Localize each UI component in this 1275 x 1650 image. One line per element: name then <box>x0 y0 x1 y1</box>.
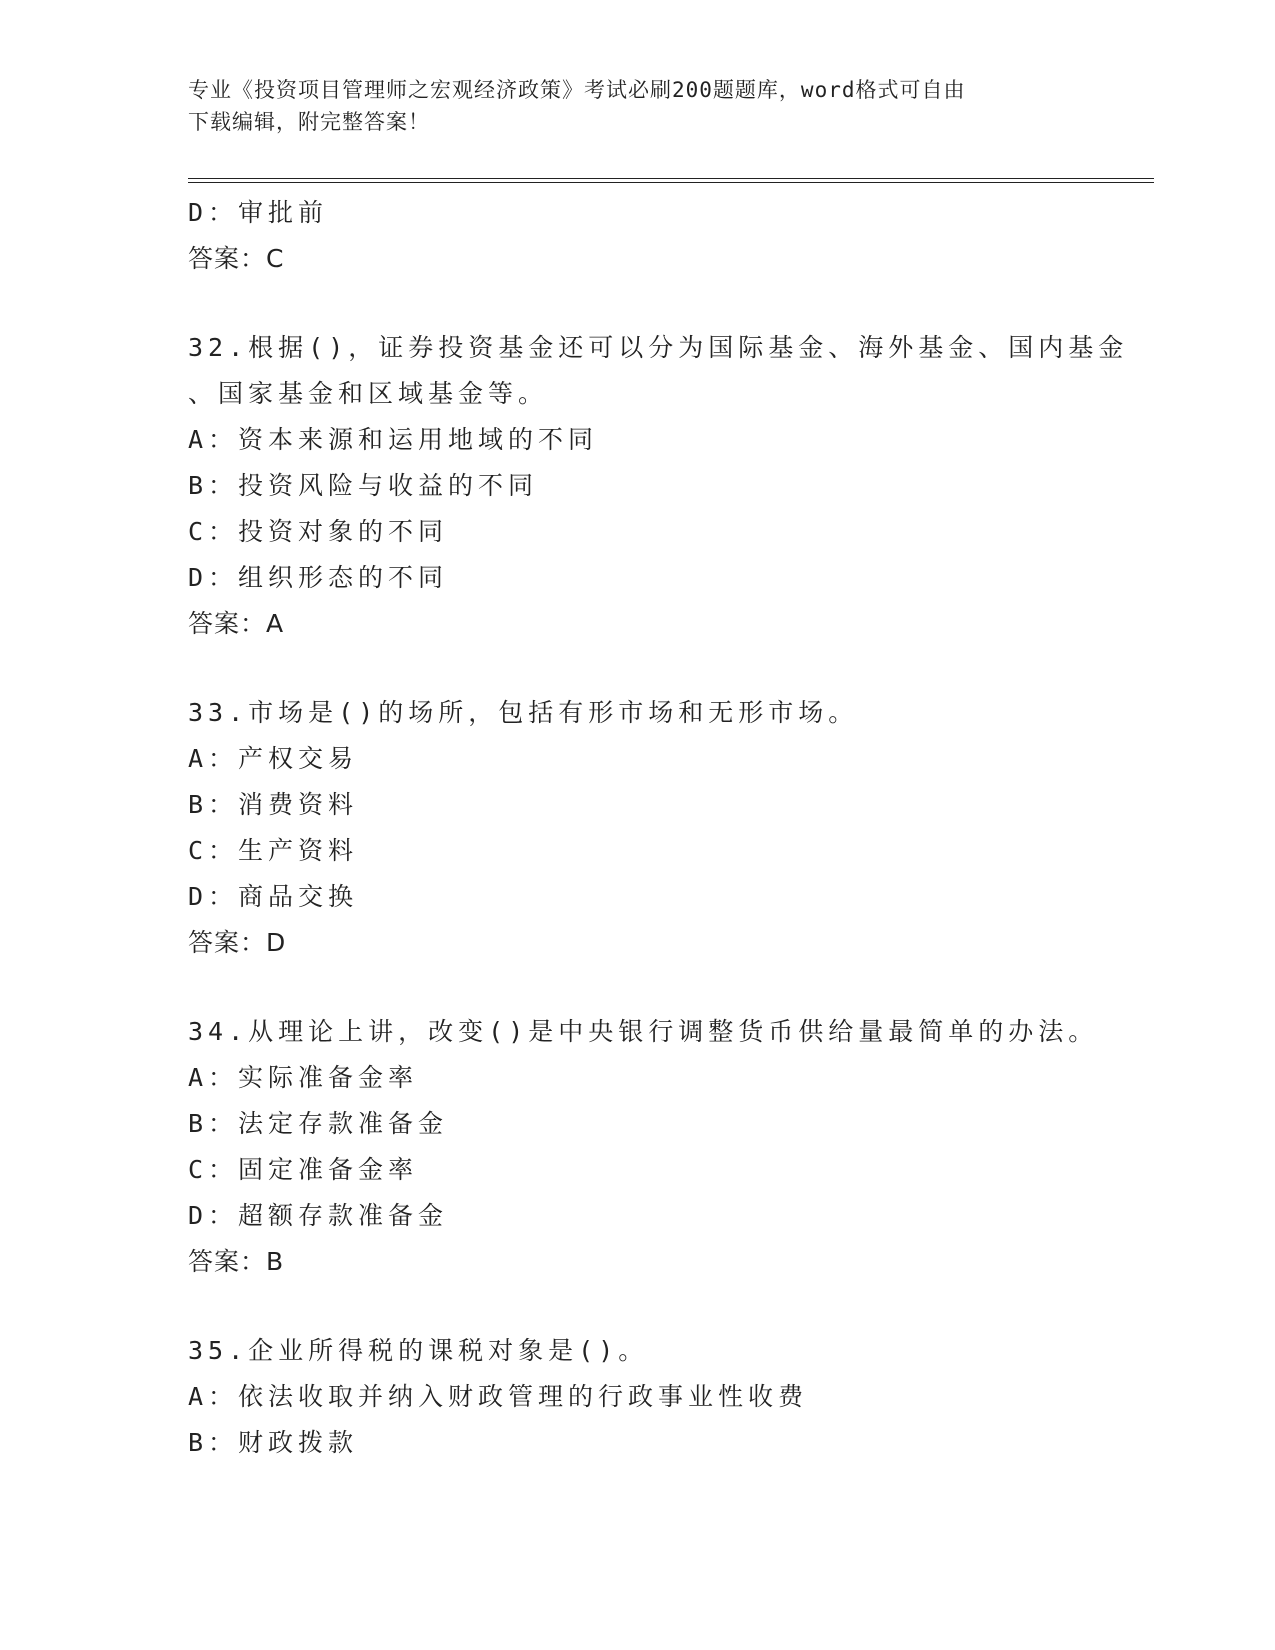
answer-previous: 答案：C <box>188 244 285 273</box>
option-d: D：商品交换 <box>188 882 359 911</box>
question-stem: 32.根据()，证券投资基金还可以分为国际基金、海外基金、国内基金 <box>188 333 1129 362</box>
option-a: A：实际准备金率 <box>188 1063 419 1092</box>
question-35 <box>188 1328 1148 1466</box>
question-34 <box>188 1009 1148 1285</box>
header-line-1: 专业《投资项目管理师之宏观经济政策》考试必刷200题题库，word格式可自由 <box>188 78 966 102</box>
option-b: B：法定存款准备金 <box>188 1109 449 1138</box>
question-stem: 35.企业所得税的课税对象是()。 <box>188 1336 649 1365</box>
option-c: C：固定准备金率 <box>188 1155 419 1184</box>
option-c: C：投资对象的不同 <box>188 517 449 546</box>
option-d-previous: D：审批前 <box>188 198 329 227</box>
option-d: D：超额存款准备金 <box>188 1201 449 1230</box>
option-d: D：组织形态的不同 <box>188 563 449 592</box>
option-b: B：投资风险与收益的不同 <box>188 471 539 500</box>
option-b: B：消费资料 <box>188 790 359 819</box>
question-33 <box>188 690 1148 966</box>
question-stem: 34.从理论上讲，改变()是中央银行调整货币供给量最简单的办法。 <box>188 1017 1099 1046</box>
option-a: A：依法收取并纳入财政管理的行政事业性收费 <box>188 1382 809 1411</box>
option-c: C：生产资料 <box>188 836 359 865</box>
option-a: A：产权交易 <box>188 744 359 773</box>
question-32 <box>188 325 1148 647</box>
page-header <box>188 74 1088 138</box>
answer: 答案：A <box>188 609 285 638</box>
question-stem: 33.市场是()的场所，包括有形市场和无形市场。 <box>188 698 859 727</box>
header-divider <box>188 178 1154 183</box>
answer: 答案：B <box>188 1247 285 1276</box>
answer: 答案：D <box>188 928 287 957</box>
document-body <box>188 190 1148 1466</box>
question-stem-continued: 、国家基金和区域基金等。 <box>188 379 549 408</box>
header-line-2: 下载编辑，附完整答案！ <box>188 110 430 134</box>
option-b: B：财政拨款 <box>188 1428 359 1457</box>
option-a: A：资本来源和运用地域的不同 <box>188 425 599 454</box>
